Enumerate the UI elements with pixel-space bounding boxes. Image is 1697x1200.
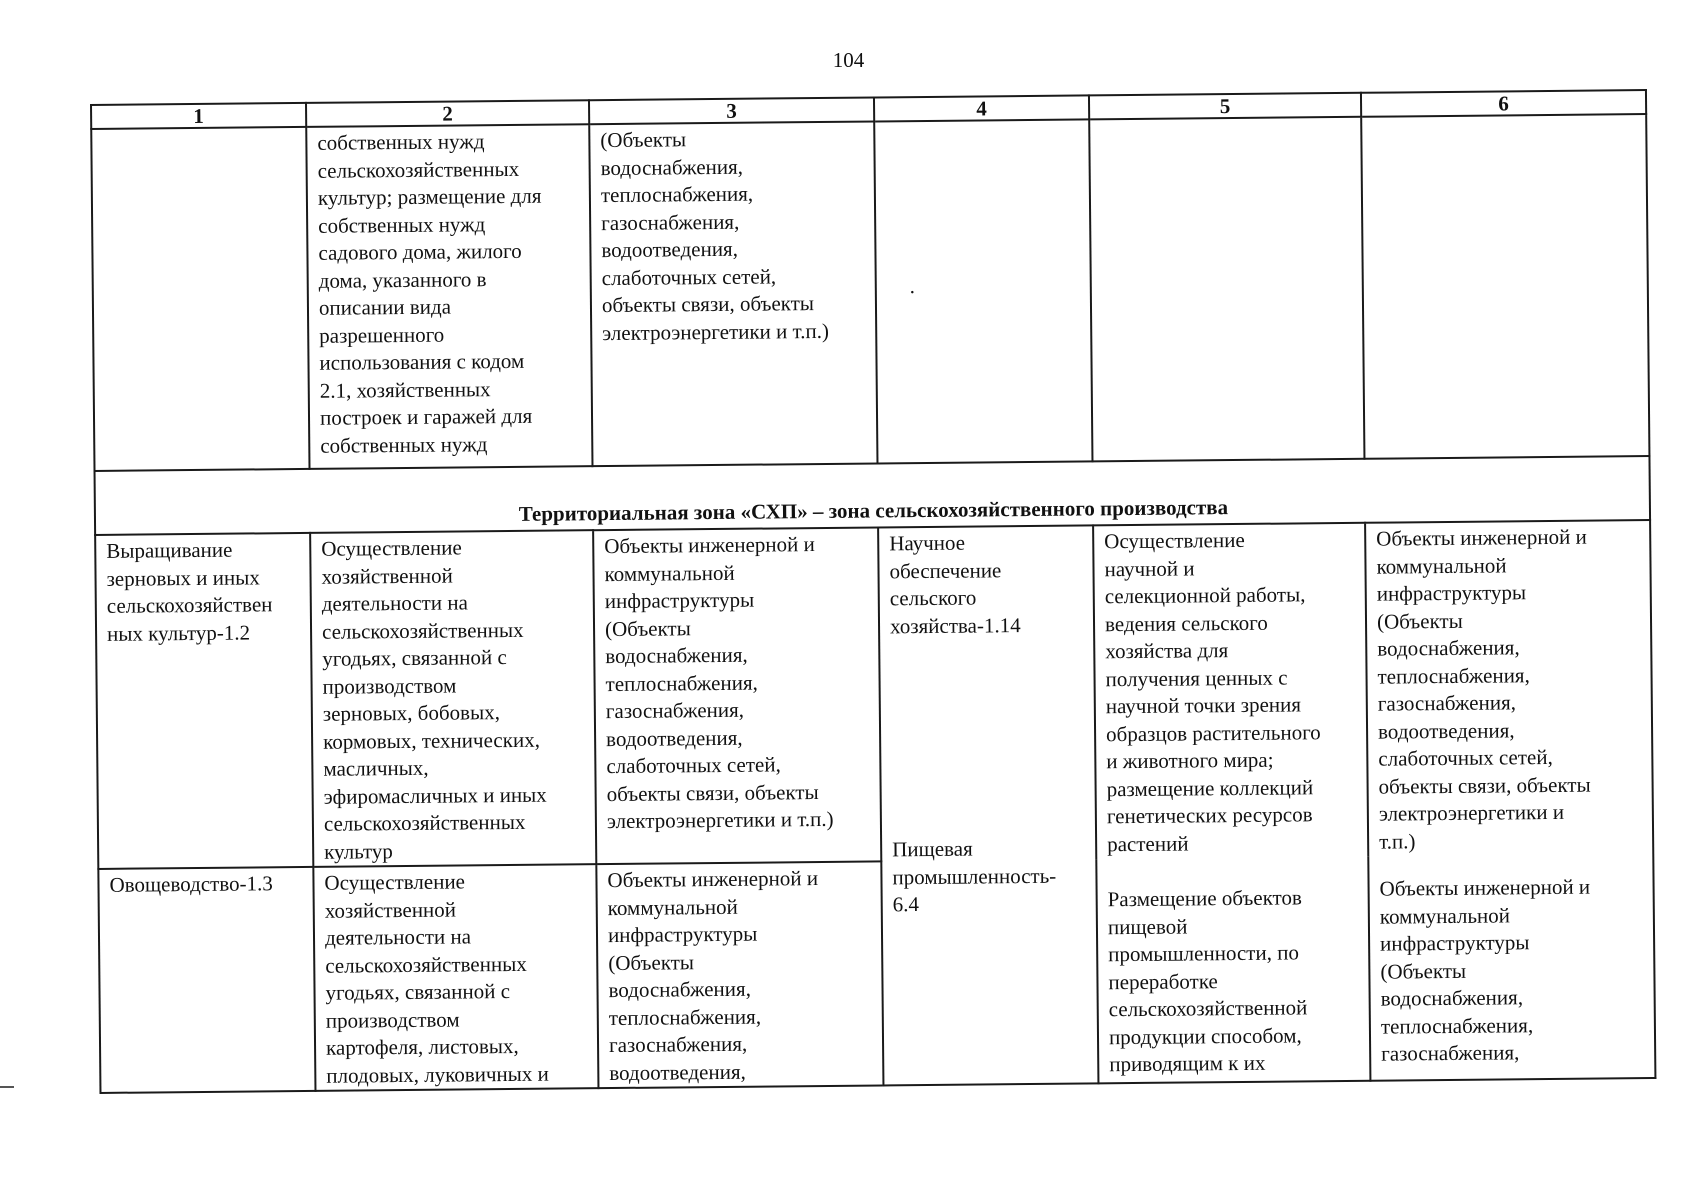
page-number: 104 (832, 48, 865, 72)
cell-continuation-col6 (1361, 114, 1649, 459)
cell-text: (Объекты водоснабжения, теплоснабжения, газоснабжения, водоотведения, слаботочных сетей, объекты связи, объекты электроэнергетики и т.п.) (600, 127, 830, 345)
cell-grain-col1 (95, 533, 313, 869)
cell-grain-col3 (593, 527, 881, 864)
cell-merged-col5 (1093, 523, 1370, 1084)
table-row-continuation (91, 114, 1649, 471)
cell-continuation-col3 (589, 121, 877, 466)
cell-continuation-col2 (306, 124, 592, 469)
cell-merged-col4 (878, 525, 1098, 1085)
cell-text-science: Научное обеспечение сельского хозяйства-1.14 (889, 530, 1021, 638)
cell-merged-col6 (1365, 520, 1655, 1081)
cell-text: Осуществление хозяйственной деятельности на сельскохозяйственных угодьях, связанной с производством зерновых, бобовых, кормовых, технических, масличных, эфиромасличных и иных сельскохозяйственных культур (321, 535, 547, 864)
column-header-2: 2 (306, 100, 589, 127)
margin-mark (0, 1086, 14, 1088)
cell-text: Осуществление хозяйственной деятельности на сельскохозяйственных угодьях, связанной с производством картофеля, листовых, плодовых, луковичных и (324, 869, 549, 1088)
table-row-grain-crops (95, 520, 1653, 869)
cell-veg-col3 (596, 861, 883, 1088)
cell-text-food-industry: Пищевая промышленность- 6.4 (892, 836, 1057, 917)
cell-text: Выращивание зерновых и иных сельскохозяйствен ных культур-1.2 (106, 537, 273, 646)
zone-title: Территориальная зона «СХП» – зона сельскохозяйственного производства (95, 456, 1651, 535)
column-header-6: 6 (1361, 90, 1646, 117)
cell-text-infrastructure-2: Объекты инженерной и коммунальной инфраструктуры (Объекты водоснабжения, теплоснабжения, газоснабжения, (1379, 874, 1591, 1066)
cell-text-food-industry-desc: Размещение объектов пищевой промышленности, по переработке сельскохозяйственной продукции способом, приводящим к их (1107, 885, 1308, 1077)
cell-continuation-col5 (1089, 117, 1364, 462)
column-header-5: 5 (1089, 93, 1361, 120)
cell-grain-col2 (310, 530, 596, 867)
cell-text (1100, 120, 1352, 122)
cell-text: Овощеводство-1.3 (109, 871, 273, 897)
cell-text: Объекты инженерной и коммунальной инфраструктуры (Объекты водоснабжения, теплоснабжения, газоснабжения, водоотведения, слаботочных сетей, объекты связи, объекты электроэнергетики и т.п.) (604, 532, 834, 834)
cell-continuation-col4 (874, 119, 1092, 463)
cell-veg-col1 (98, 867, 315, 1093)
cell-text-science-desc: Осуществление научной и селекционной работы, ведения сельского хозяйства для получения ценных с научной точки зрения образцов растительного и животного мира; размещение коллекций генетических ресурсов растений (1104, 527, 1321, 856)
cell-veg-col2 (313, 864, 598, 1091)
cell-continuation-col1 (91, 127, 309, 471)
cell-text (1372, 117, 1637, 120)
cell-text: собственных нужд сельскохозяйственных культур; размещение для собственных нужд садового дома, жилого дома, указанного в описании вида разрешенного использования с кодом 2.1, хозяйственных построек и гаражей для собственных нужд (317, 129, 542, 458)
cell-text-infrastructure-1: Объекты инженерной и коммунальной инфраструктуры (Объекты водоснабжения, теплоснабжения, газоснабжения, водоотведения, слаботочных сетей, объекты связи, объекты электроэнергетики и т.п.) (1376, 524, 1591, 854)
column-header-1: 1 (91, 103, 306, 129)
column-header-4: 4 (874, 95, 1089, 121)
land-use-table (90, 89, 1656, 1094)
cell-text: · (908, 280, 916, 305)
column-header-3: 3 (589, 97, 874, 124)
cell-text: Объекты инженерной и коммунальной инфраструктуры (Объекты водоснабжения, теплоснабжения, газоснабжения, водоотведения, (607, 866, 819, 1085)
